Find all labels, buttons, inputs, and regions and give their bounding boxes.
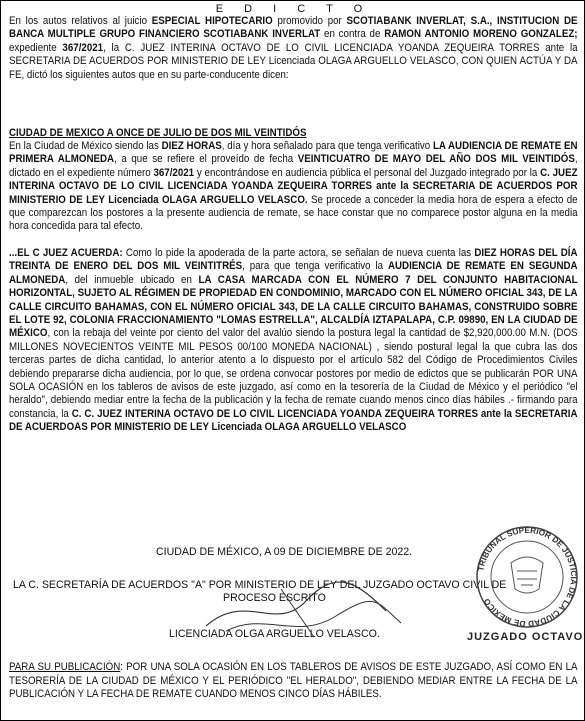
publication-label: PARA SU PUBLICACIÓN — [9, 661, 121, 673]
seal-ring-text: TRIBUNAL SUPERIOR DE JUSTICIA DE LA CIUDAD DE MEXICO — [476, 525, 579, 629]
judge-agreement-paragraph: ...EL C JUEZ ACUERDA: Como lo pide la apoderada de la parte actora, se señalan de nueva cuenta las DIEZ HORAS DEL DÍA TREINTA DE ENERO DEL DOS MIL VEINTITRÉS, para que tenga verificativo la AUDIENCIA DE REMATE EN SEGUNDA ALMONEDA, del inmueble ubicado en LA CASA MARCADA CON EL NÚMERO 7 DEL CONJUNTO HABITACIONAL HORIZONTAL, SUJETO AL RÉGIMEN DE PROPIEDAD EN CONDOMINIO, MARCADO CON EL NÚMERO OFICIAL 343, DE LA CALLE CIRCUITO BAHAMAS, CON EL NÚMERO OFICIAL 343, DE LA CALLE CIRCUITO BAHAMAS, CONSTRUIDO SOBRE EL LOTE 92, COLONIA FRACCIONAMIENTO "LOMAS ESTRELLA", ALCALDÍA IZTAPALAPA, C.P. 09890, EN LA CIUDAD DE MÉXICO, con la rebaja del veinte por ciento del valor del avalúo siendo la postura legal la cantidad de $2,920,000.00 M.N. (DOS MILLONES NOVECIENTOS VEINTE MIL PESOS 00/100 MONEDA NACIONAL) , siendo postural legal la que cubra las dos terceras partes de dicha cantidad, lo anterior atento a lo dispuesto por el artículo 582 del Código de Procedimientos Civiles debiendo prepararse dicha audiencia, por lo que, se ordena convocar postores por medio de edictos que se publicarán POR UNA SOLA OCASIÓN en los tableros de avisos de este juzgado, así como en la tesorería de la Ciudad de México y el periódico "el heraldo", debiendo mediar entre la fecha de la publicación y la fecha de remate cuando menos cinco días hábiles .- firmando para constancia, la C. C. JUEZ INTERINA OCTAVO DE LO CIVIL LICENCIADA YOANDA ZEQUEIRA TORRES ante la SECRETARIA DE ACUERDOAS POR MINISTERIO DE LEY Licenciada OLAGA ARGUELLO VELASCO — [9, 247, 578, 434]
section-heading: CIUDAD DE MEXICO A ONCE DE JULIO DE DOS MIL VEINTIDÓS — [9, 127, 307, 139]
hearing-paragraph: En la Ciudad de México siendo las DIEZ HORAS, día y hora señalado para que tenga verificativo LA AUDIENCIA DE REMATE EN PRIMERA ALMONEDA, a que se refiere el proveído de fecha VEINTICUATRO DE MAYO DEL AÑO DOS MIL VEINTIDÓS, dictado en el expediente número 367/2021 y encontrándose en audiencia pública el personal del Juzgado integrado por la C. JUEZ INTERINA OCTAVO DE LO CIVIL LICENCIADA YOANDA ZEQUEIRA TORRES ante la SECRETARIA DE ACUERDOS POR MINISTERIO DE LEY Licenciada OLAGA ARGUELLO VELASCO. Se procede a conceder la media hora de espera a efecto de que comparezcan los postores a la presente audiencia de remate, se hace constar que no comparece postor alguna en la media hora concedida para tal efecto. — [9, 140, 578, 233]
process-line: PROCESO ESCRITO — [223, 592, 326, 604]
secretary-line: LA C. SECRETARÍA DE ACUERDOS "A" POR MINISTERIO DE LEY DEL JUZGADO OCTAVO CIVIL DE — [13, 579, 507, 591]
seal-stamp-text: JUZGADO OCTAVO — [467, 631, 584, 643]
publication-note: PARA SU PUBLICACIÓN: POR UNA SOLA OCASIÓN EN LOS TABLEROS DE AVISOS DE ESTE JUZGADO, ASÍ COMO EN LA TESORERÍA DE LA CIUDAD DE MÉXICO Y EL PERIÓDICO "EL HERALDO", DEBIENDO MEDIAR ENTRE LA FECHA DE LA PUBLICACIÓN Y LA FECHA DE REMATE CUANDO MENOS CINCO DÍAS HÁBILES. — [9, 661, 578, 701]
date-line: CIUDAD DE MÉXICO, A 09 DE DICIEMBRE DE 2022. — [156, 546, 413, 558]
signatory-name: LICENCIADA OLGA ARGUELLO VELASCO. — [169, 628, 380, 640]
intro-paragraph: En los autos relativos al juicio ESPECIAL HIPOTECARIO promovido por SCOTIABANK INVERLAT, S.A., INSTITUCION DE BANCA MULTIPLE GRUPO FINANCIERO SCOTIABANK INVERLAT en contra de RAMON ANTONIO MORENO GONZALEZ; expediente 367/2021, la C. JUEZ INTERINA OCTAVO DE LO CIVIL LICENCIADA YOANDA ZEQUEIRA TORRES ante la SECRETARIA DE ACUERDOS POR MINISTERIO DE LEY Licenciada OLAGA ARGUELLO VELASCO, CON QUIEN ACTÚA Y DA FE, dictó los siguientes autos que en su parte-conducente dicen: — [9, 15, 578, 81]
signature-scribble — [186, 571, 416, 646]
court-seal — [471, 523, 583, 631]
document-title: E D I C T O — [215, 3, 372, 15]
